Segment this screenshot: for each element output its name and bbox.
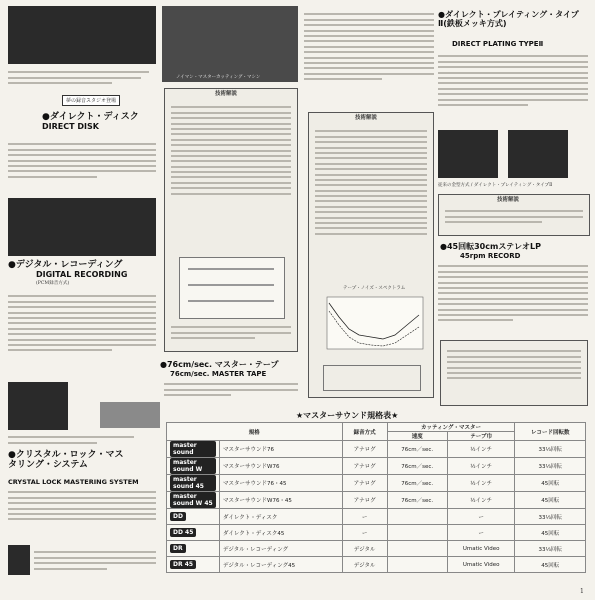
plating-photo-new [508,130,568,178]
spec-header-speed: 速度 [387,432,447,441]
crystal-text-2 [34,548,156,573]
tape-heading: ●76cm/sec. マスター・テープ [160,360,279,369]
spec-logo-badge: master sound 45 [170,475,216,491]
crystal-heading: ●クリスタル・ロック・マスタリング・システム [8,450,124,470]
spec-name: マスターサウンド76・45 [220,475,343,492]
spec-speed [387,525,447,541]
spec-rpm: 45回転 [515,475,586,492]
spec-name: デジタル・レコーディング45 [220,557,343,573]
spec-method: ー [342,525,387,541]
spec-row [167,525,586,541]
spec-header-rec: 録音方式 [342,423,387,441]
spec-logo-badge: DD 45 [170,528,196,537]
spec-width: ー [447,509,515,525]
spec-method: アナログ [342,475,387,492]
tech-box-col2 [164,88,298,352]
spec-logo-badge: master sound W [170,458,216,474]
spec-speed: 76cm／sec. [387,492,447,509]
digital-subheading: (PCM録音方式) [36,281,70,286]
spec-method: アナログ [342,492,387,509]
tech-box-col3-title: 技術解説 [355,115,378,121]
spec-method: アナログ [342,441,387,458]
tape-head-diagram [323,365,421,391]
spec-rpm: 33⅓回転 [515,509,586,525]
noise-spectrum-graph [315,295,427,361]
pcm-unit-photo [8,382,68,430]
digital-text [8,292,156,355]
plating-heading: ●ダイレクト・プレイティング・タイプⅡ(鉄板メッキ方式) [438,10,579,28]
digital-heading-en: DIGITAL RECORDING [36,270,128,279]
spec-method: アナログ [342,458,387,475]
tape-heading-en: 76cm/sec. MASTER TAPE [170,370,267,378]
digital-heading: ●デジタル・レコーディング [8,260,123,270]
lp45-heading-en: 45rpm RECORD [460,252,521,260]
spec-table-body [167,441,586,573]
studio-photo [8,6,156,64]
spec-logo [167,492,220,509]
spec-header-cutting: カッティング・マスター [387,423,515,432]
spec-logo [167,541,220,557]
spec-logo-badge: DD [170,512,186,521]
spec-width: ½インチ [447,458,515,475]
spec-width: Umatic Video [447,557,515,573]
direct-disk-heading-en: DIRECT DISK [42,122,99,131]
spec-row [167,492,586,509]
spec-logo [167,557,220,573]
spec-name: ダイレクト・ディスク45 [220,525,343,541]
spec-speed: 76cm／sec. [387,441,447,458]
spec-width: Umatic Video [447,541,515,557]
tech-box-col2-title: 技術解説 [215,91,238,97]
video-unit-photo [100,402,160,428]
spec-speed [387,509,447,525]
spec-method: デジタル [342,541,387,557]
spec-rpm: 45回転 [515,492,586,509]
spec-logo [167,509,220,525]
tech-box-col4 [438,194,590,236]
spec-row [167,441,586,458]
spec-rpm: 33⅓回転 [515,458,586,475]
spec-row [167,541,586,557]
spec-rpm: 33⅓回転 [515,541,586,557]
spec-row [167,557,586,573]
spec-method: ー [342,509,387,525]
spec-name: デジタル・レコーディング [220,541,343,557]
spec-width: ½インチ [447,441,515,458]
crystal-heading-en: CRYSTAL LOCK MASTERING SYSTEM [8,478,139,486]
spec-width: ー [447,525,515,541]
spec-row [167,458,586,475]
spec-logo-badge: DR [170,544,186,553]
cutting-machine-photo [162,6,298,82]
lp45-text [438,262,588,325]
spec-logo [167,475,220,492]
spec-title: ★マスターサウンド規格表★ [296,411,399,420]
spec-speed [387,541,447,557]
spec-row [167,475,586,492]
noise-graph-label: テープ・ノイズ・スペクトラム [343,286,406,291]
spec-logo-badge: master sound W 45 [170,492,216,508]
plating-caption: 従来の金型方式 / ダイレクト・プレイティング・タイプⅡ [438,183,553,188]
direct-disk-photo [8,198,156,256]
spec-header-standard: 規格 [167,423,343,441]
plating-photo-old [438,130,498,178]
spec-method: デジタル [342,557,387,573]
spec-width: ½インチ [447,475,515,492]
cutting-machine-caption: ノイマン・マスターカッティング・マシン [176,75,261,80]
plating-heading-en: DIRECT PLATING TYPEⅡ [452,40,544,48]
tape-text [164,380,298,400]
spec-header-rpm: レコード回転数 [515,423,586,441]
spec-table [166,422,586,573]
tech-box-col3 [308,112,434,398]
spec-logo-badge: DR 45 [170,560,196,569]
spec-logo [167,441,220,458]
spec-row [167,509,586,525]
spec-rpm: 33⅓回転 [515,441,586,458]
spec-name: マスターサウンドW76・45 [220,492,343,509]
spec-rpm: 45回転 [515,557,586,573]
intro-caption: 夢の録音スタジオ登場 [62,95,120,106]
spec-name: マスターサウンド76 [220,441,343,458]
spec-name: マスターサウンドW76 [220,458,343,475]
spec-speed [387,557,447,573]
direct-disk-text [8,140,156,181]
spec-logo-badge: master sound [170,441,216,457]
spec-speed: 76cm／sec. [387,475,447,492]
crystal-photo [8,545,30,575]
spec-rpm: 45回転 [515,525,586,541]
direct-disk-heading: ●ダイレクト・ディスク [42,112,139,122]
plating-text [438,52,588,109]
crystal-text [8,488,156,524]
col3-intro-text [304,10,434,83]
tech-box-col4-title: 技術解説 [497,197,520,203]
pcm-caption [8,433,156,447]
spec-logo [167,458,220,475]
spec-name: ダイレクト・ディスク [220,509,343,525]
spec-header-width: テープ巾 [447,432,515,441]
lp45-heading: ●45回転30cmステレオLP [440,242,541,251]
spec-width: ½インチ [447,492,515,509]
col1-intro-text [8,68,156,88]
spec-logo [167,525,220,541]
lp45-table [440,340,588,406]
spec-speed: 76cm／sec. [387,458,447,475]
page-number: 1 [580,588,584,595]
wow-diagram [179,257,285,319]
